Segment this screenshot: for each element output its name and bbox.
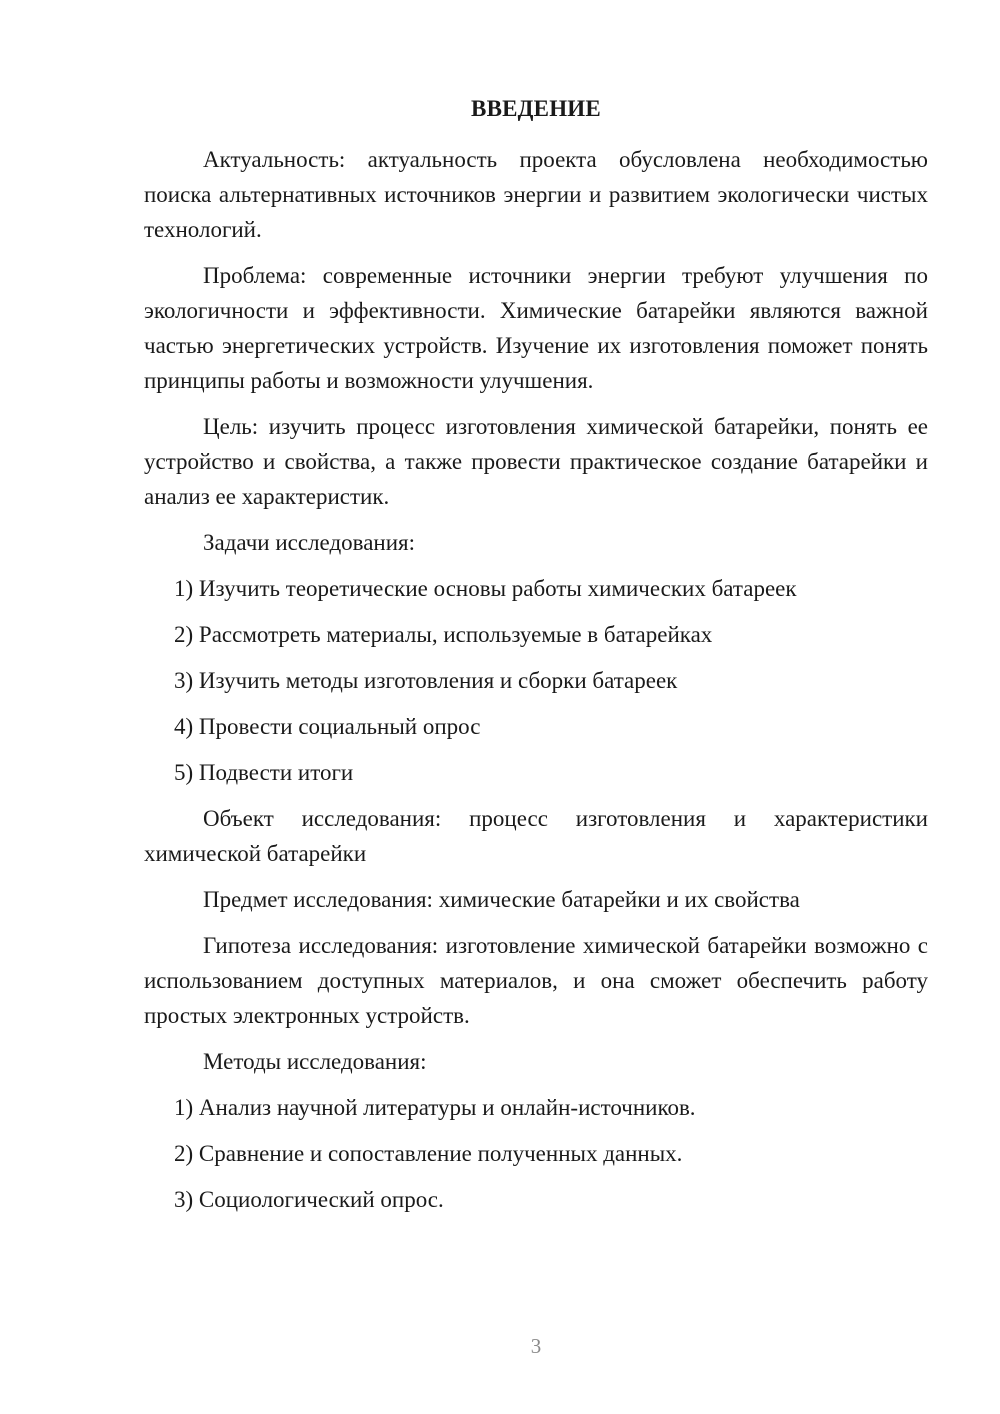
- list-item: 2) Рассмотреть материалы, используемые в батарейках: [174, 622, 713, 647]
- list-item: 2) Сравнение и сопоставление полученных данных.: [174, 1141, 683, 1166]
- relevance-paragraph: Актуальность: актуальность проекта обусловлена необходимостью поиска альтернативных источников энергии и развитием экологически чистых технологий.: [144, 147, 928, 242]
- list-item: 3) Социологический опрос.: [174, 1187, 444, 1212]
- hypothesis-paragraph: Гипотеза исследования: изготовление химической батарейки возможно с использованием доступных материалов, и она сможет обеспечить работу простых электронных устройств.: [144, 933, 928, 1028]
- list-item: 5) Подвести итоги: [174, 760, 354, 785]
- object-paragraph: Объект исследования: процесс изготовления и характеристики химической батарейки: [144, 806, 928, 866]
- methods-list: [144, 1090, 928, 1217]
- subject-paragraph: Предмет исследования: химические батарейки и их свойства: [203, 887, 800, 912]
- body-text: [144, 142, 928, 1228]
- list-item: 1) Анализ научной литературы и онлайн-источников.: [174, 1095, 696, 1120]
- list-item: 4) Провести социальный опрос: [174, 714, 481, 739]
- problem-paragraph: Проблема: современные источники энергии требуют улучшения по экологичности и эффективности. Химические батарейки являются важной частью энергетических устройств. Изучение их изготовления поможет понять принципы работы и возможности улучшения.: [144, 263, 928, 393]
- tasks-list: [144, 571, 928, 790]
- section-heading: ВВЕДЕНИЕ: [471, 96, 601, 121]
- page-number: 3: [530, 1334, 542, 1358]
- list-item: 1) Изучить теоретические основы работы химических батареек: [174, 576, 797, 601]
- tasks-title: Задачи исследования:: [203, 530, 416, 555]
- goal-paragraph: Цель: изучить процесс изготовления химической батарейки, понять ее устройство и свойства, а также провести практическое создание батарейки и анализ ее характеристик.: [144, 414, 928, 509]
- methods-title: Методы исследования:: [203, 1049, 427, 1074]
- list-item: 3) Изучить методы изготовления и сборки батареек: [174, 668, 678, 693]
